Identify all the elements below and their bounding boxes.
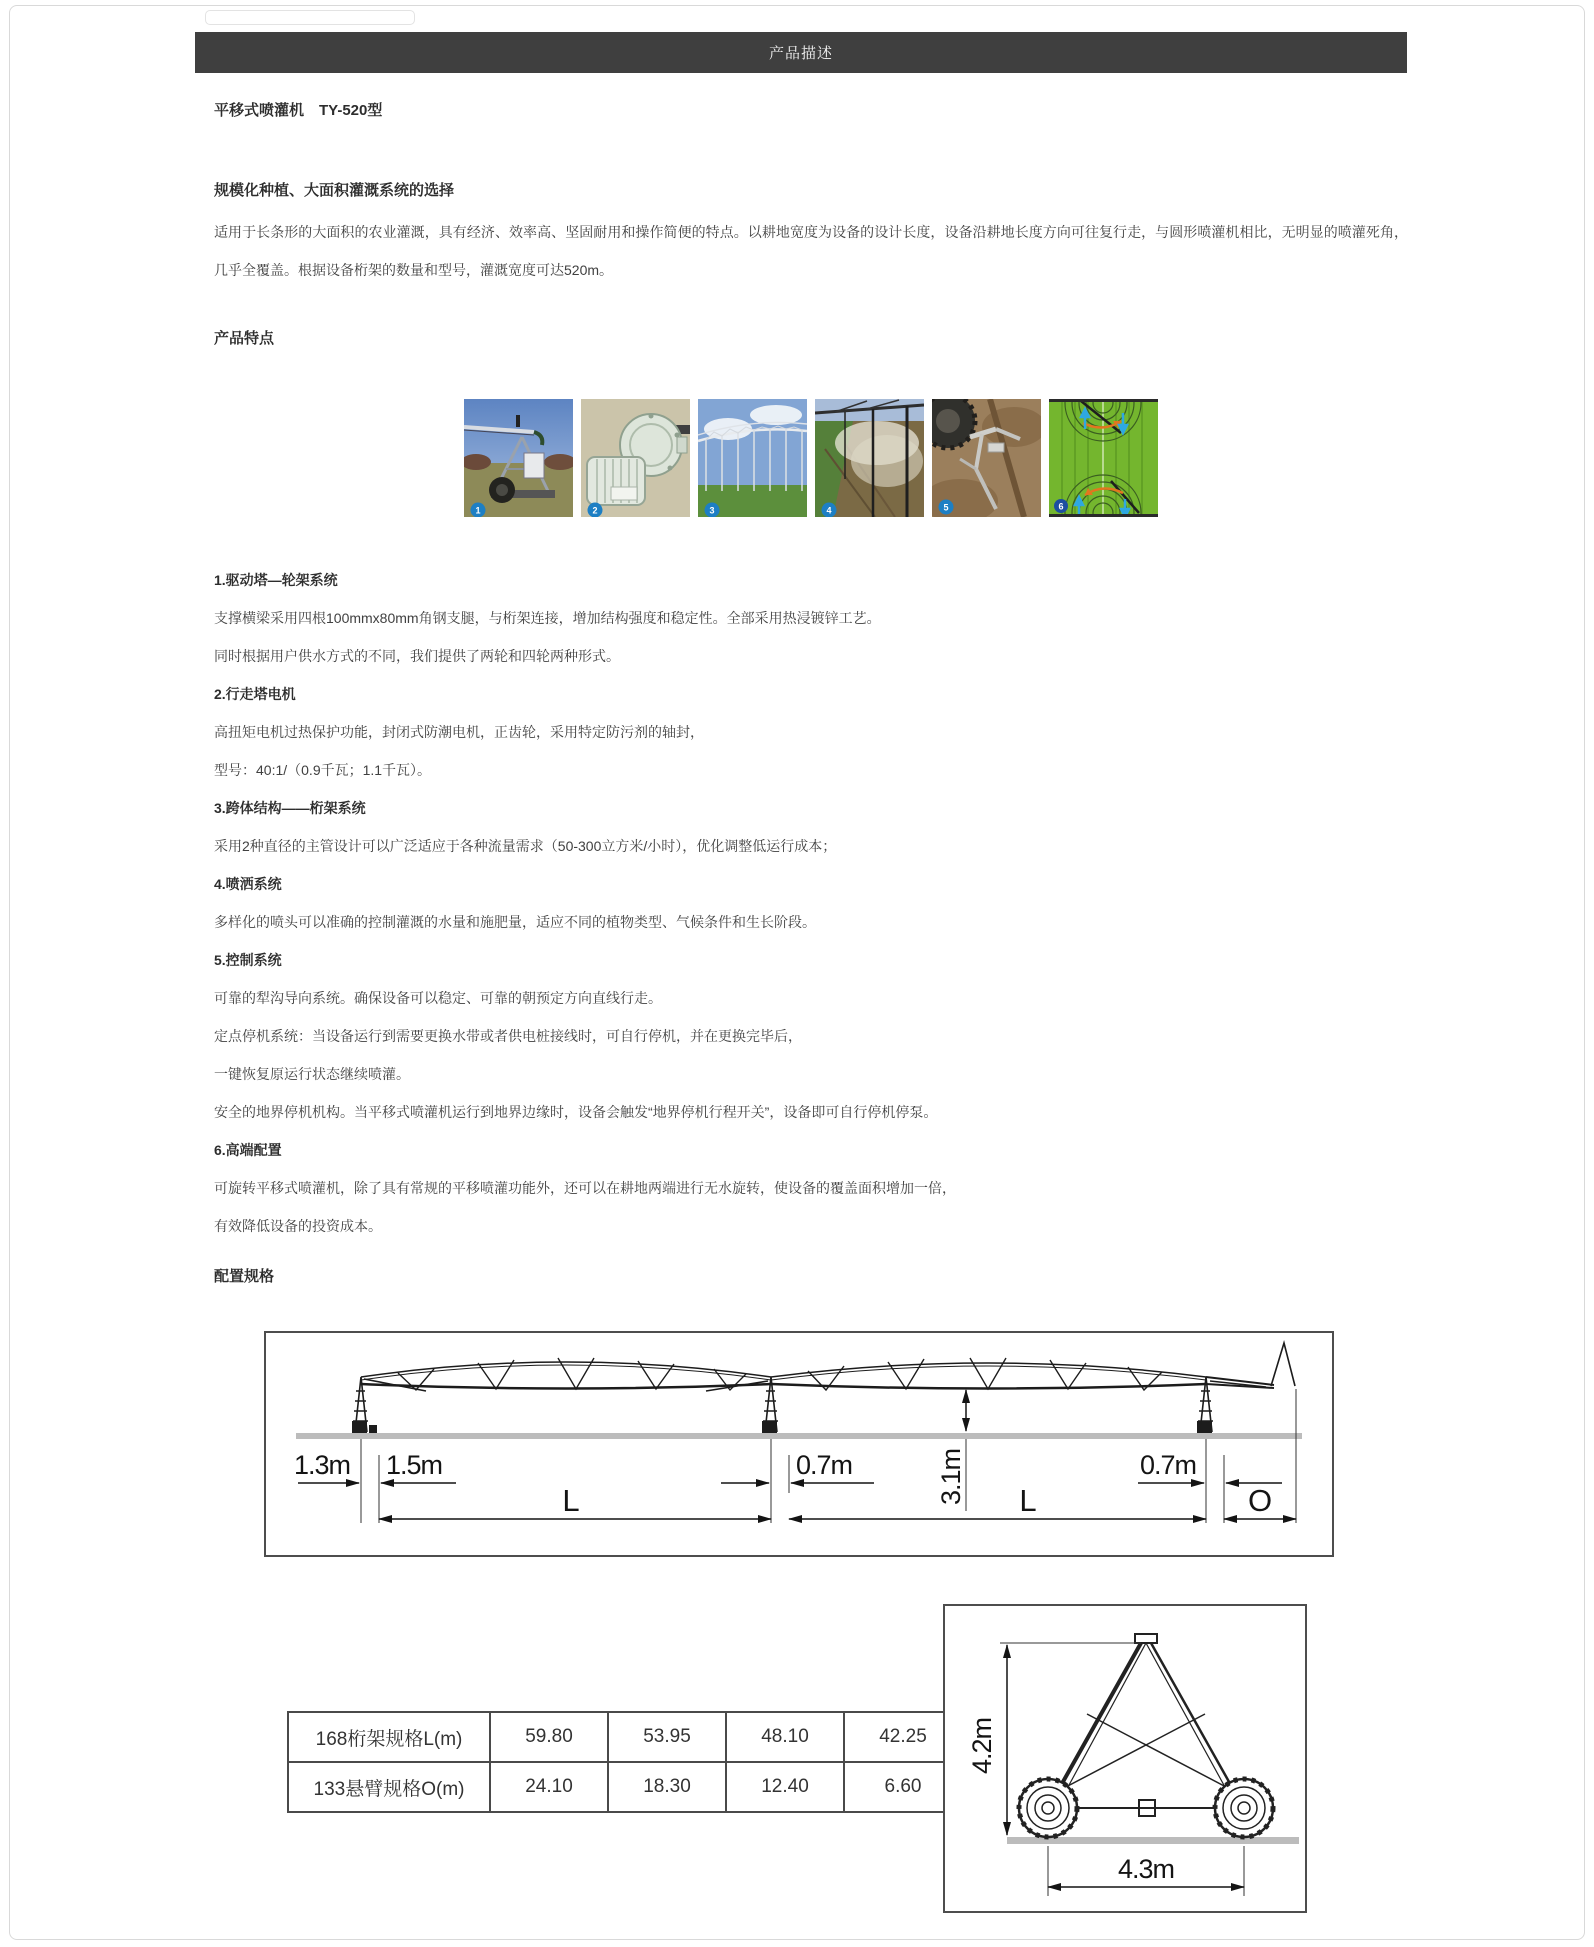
photo-badge-5: 5 [943,502,949,513]
feature-text: 有效降低设备的投资成本。 [214,1218,382,1234]
spec-value: 6.60 [844,1762,962,1812]
tower-front-view-drawing [945,1606,1305,1911]
feature-text: 高扭矩电机过热保护功能，封闭式防潮电机，正齿轮，采用特定防污剂的轴封， [214,724,704,740]
feature-text: 采用2种直径的主管设计可以广泛适应于各种流量需求（50-300立方米/小时），优化调整低运行成本； [214,838,837,854]
dim-span-height: 3.1m [936,1448,966,1505]
specs-heading: 配置规格 [214,1268,275,1285]
feature-sections [214,561,1408,1245]
feature-title-5: 5.控制系统 [214,952,282,968]
spec-value: 53.95 [608,1712,726,1762]
table-row [288,1762,962,1812]
gallery-item-3 [698,399,807,517]
feature-title-1: 1.驱动塔—轮架系统 [214,572,338,588]
overhang-length-label: O [1247,1483,1273,1518]
spec-value: 59.80 [490,1712,608,1762]
span-length-label-2: L [1019,1483,1037,1518]
spec-value: 24.10 [490,1762,608,1812]
dim-right-offset: 0.7m [1140,1450,1197,1480]
feature-title-2: 2.行走塔电机 [214,686,296,702]
feature-text: 支撑横梁采用四根100mmx80mm角钢支腿，与桁架连接，增加结构强度和稳定性。全部采用热浸镀锌工艺。 [214,610,881,626]
tab-product-description[interactable] [195,32,1407,73]
gallery-item-1 [464,399,573,517]
spec-value: 12.40 [726,1762,844,1812]
dim-wheelbase: 4.3m [1117,1854,1175,1884]
spec-row-label: 133悬臂规格O(m) [288,1762,490,1812]
furrow-guide-photo [932,399,1041,517]
spec-table [287,1711,963,1813]
feature-title-4: 4.喷洒系统 [214,876,282,892]
side-elevation-diagram [264,1331,1334,1557]
dim-tower-spacing: 1.5m [386,1450,443,1480]
feature-text: 型号：40:1/（0.9千瓦；1.1千瓦）。 [214,762,432,778]
photo-badge-3: 3 [709,505,715,516]
tab-product-description-label: 产品描述 [768,45,833,62]
gallery-item-6 [1049,399,1158,517]
spec-value: 42.25 [844,1712,962,1762]
tower-front-view-diagram [943,1604,1307,1913]
intro-heading: 规模化种植、大面积灌溉系统的选择 [214,182,455,199]
table-row [288,1712,962,1762]
gear-motor-photo [581,399,690,517]
feature-title-3: 3.跨体结构——桁架系统 [214,800,366,816]
dim-left-offset: 1.3m [294,1450,351,1480]
spray-system-photo [815,399,924,517]
feature-text: 可旋转平移式喷灌机，除了具有常规的平移喷灌功能外，还可以在耕地两端进行无水旋转，使设备的覆盖面积增加一倍， [214,1180,956,1196]
feature-text: 定点停机系统：当设备运行到需要更换水带或者供电桩接线时，可自行停机，并在更换完毕后， [214,1028,802,1044]
content-column [214,73,1408,1947]
page-title: 平移式喷灌机 TY-520型 [214,102,383,119]
product-photo-gallery [214,399,1408,517]
machine-side-view-drawing [266,1333,1332,1551]
spec-value: 48.10 [726,1712,844,1762]
feature-text: 同时根据用户供水方式的不同，我们提供了两轮和四轮两种形式。 [214,648,620,664]
dim-tower-height: 4.2m [967,1717,997,1774]
clipped-top-element [205,10,415,25]
dim-mid-offset: 0.7m [796,1450,853,1480]
feature-text: 可靠的犁沟导向系统。确保设备可以稳定、可靠的朝预定方向直线行走。 [214,990,662,1006]
specs-bottom-area [214,1557,1408,1947]
intro-paragraph: 适用于长条形的大面积的农业灌溉，具有经济、效率高、坚固耐用和操作简便的特点。以耕地宽度为设备的设计长度，设备沿耕地长度方向可往复行走，与圆形喷灌机相比，无明显的喷灌死角，几乎全覆盖。根据设备桁架的数量和型号，灌溉宽度可达520m。 [214,224,1408,278]
gallery-item-5 [932,399,1041,517]
span-length-label-1: L [562,1483,580,1518]
photo-badge-6: 6 [1058,501,1064,512]
photo-badge-4: 4 [826,505,832,516]
rotation-diagram [1049,399,1158,517]
drive-tower-photo [464,399,573,517]
spec-value: 18.30 [608,1762,726,1812]
photo-badge-1: 1 [475,505,481,516]
truss-span-photo [698,399,807,517]
feature-text: 多样化的喷头可以准确的控制灌溉的水量和施肥量，适应不同的植物类型、气候条件和生长阶段。 [214,914,816,930]
photo-badge-2: 2 [592,505,598,516]
gallery-item-2 [581,399,690,517]
features-heading: 产品特点 [214,330,275,347]
feature-text: 安全的地界停机机构。当平移式喷灌机运行到地界边缘时，设备会触发“地界停机行程开关”，设备即可自行停机停泵。 [214,1104,938,1120]
feature-title-6: 6.高端配置 [214,1142,282,1158]
feature-text: 一键恢复原运行状态继续喷灌。 [214,1066,410,1082]
gallery-item-4 [815,399,924,517]
spec-row-label: 168桁架规格L(m) [288,1712,490,1762]
